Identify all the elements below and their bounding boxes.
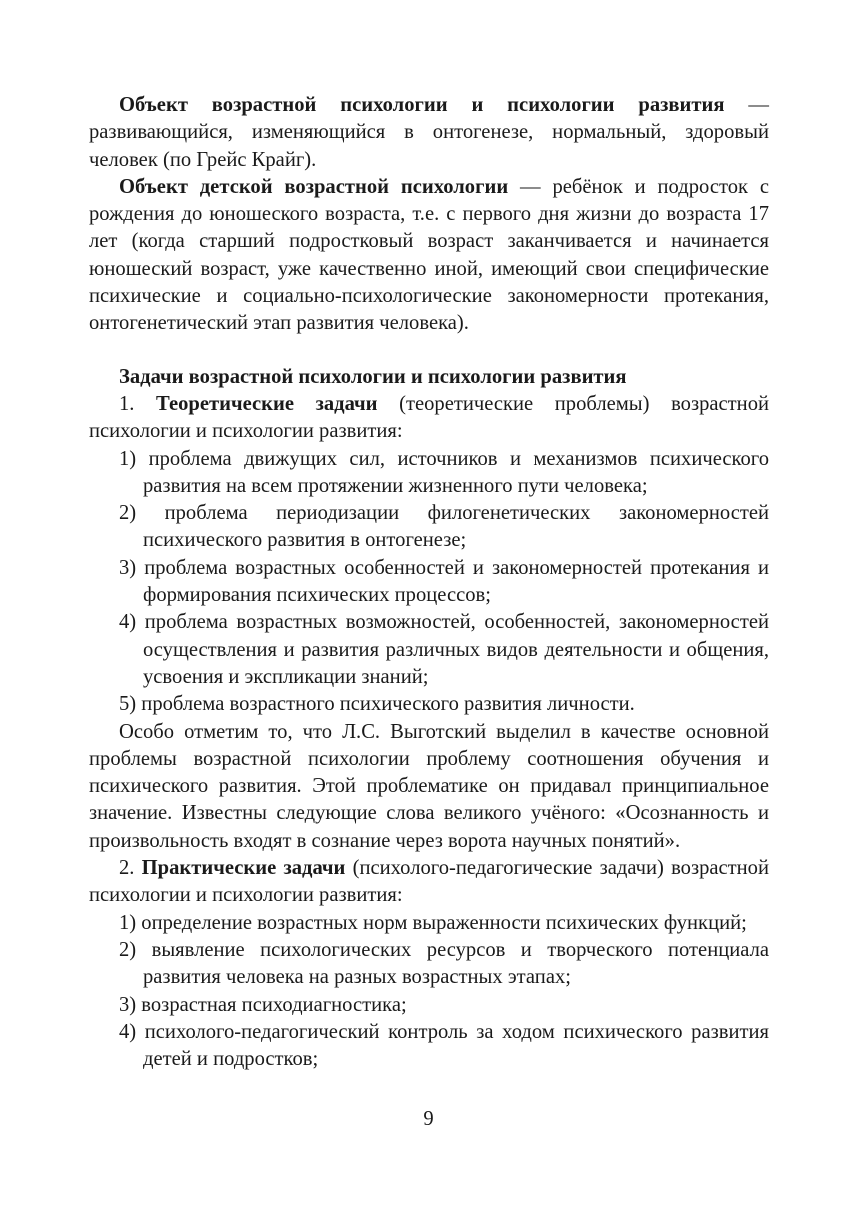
paragraph-vygotsky-remark: Особо отметим то, что Л.С. Выготский выделил в качестве основной проблемы возрастной психологии проблему соотношения обучения и психического развития. Этой проблематике он придавал принципиальное значение. Известны следующие слова великого учёного: «Осознанность и произвольность входят в сознание через ворота научных понятий».	[89, 720, 769, 852]
term-practical-tasks: Практические задачи	[141, 857, 346, 880]
section-number: 1.	[119, 392, 157, 415]
list-item: 4) проблема возрастных возможностей, особенностей, закономерностей осуществления и развития различных видов деятельности и общения, усвоения и экспликации знаний;	[119, 611, 769, 688]
list-item: 3) проблема возрастных особенностей и закономерностей протекания и формирования психических процессов;	[119, 556, 769, 607]
section-heading: Задачи возрастной психологии и психологии развития	[119, 365, 627, 388]
term-object-child-psychology: Объект детской возрастной психологии	[119, 175, 509, 198]
section-intro-text: (теоретические проблемы) возрастной психологии и психологии развития:	[89, 392, 770, 443]
spacer	[89, 338, 769, 364]
term-object-developmental-psychology: Объект возрастной психологии и психологии развития	[119, 94, 725, 116]
paragraph-practical-tasks	[89, 855, 769, 910]
section-number: 2.	[119, 857, 142, 880]
list-item: 2) выявление психологических ресурсов и творческого потенциала развития человека на разных возрастных этапах;	[119, 938, 769, 989]
definition-text: — ребёнок и подросток с рождения до юношеского возраста, т.е. с первого дня жизни до возраста 17 лет (когда старший подростковый возраст заканчивается и начинается юношеский возраст, уже качественно иной, имеющий свои специфические психические и социально-психологические закономерности протекания, онтогенетический этап развития человека).	[89, 175, 769, 335]
list-item: 5) проблема возрастного психического развития личности.	[119, 693, 635, 716]
list-item: 1) определение возрастных норм выраженности психических функций;	[119, 911, 747, 934]
term-theoretical-tasks: Теоретические задачи	[156, 392, 378, 415]
list-item: 2) проблема периодизации филогенетических закономерностей психического развития в онтогенезе;	[119, 502, 769, 552]
paragraph-theoretical-tasks	[89, 391, 769, 446]
paragraph-child-psychology-object	[89, 174, 769, 338]
page-number: 9	[423, 1108, 434, 1130]
list-item: 3) возрастная психодиагностика;	[119, 993, 407, 1016]
paragraph-object-definition	[89, 92, 769, 174]
page-content	[89, 92, 769, 1073]
definition-text: — развивающийся, изменяющийся в онтогенезе, нормальный, здоровый человек (по Грейс Крайг).	[89, 94, 769, 171]
list-item: 1) проблема движущих сил, источников и механизмов психического развития на всем протяжении жизненного пути человека;	[119, 447, 769, 497]
list-item: 4) психолого-педагогический контроль за ходом психического развития детей и подростков;	[119, 1020, 769, 1071]
section-intro-text: (психолого-педагогические задачи) возрастной психологии и психологии развития:	[89, 857, 769, 907]
